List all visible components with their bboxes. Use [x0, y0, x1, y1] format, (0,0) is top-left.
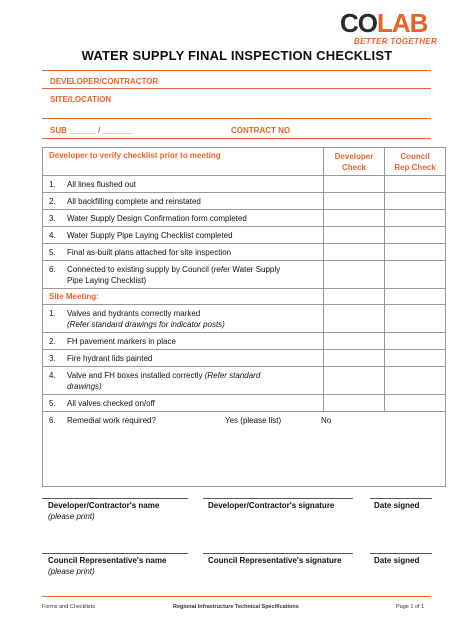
developer-check-cell[interactable]: [324, 395, 385, 412]
developer-check-cell[interactable]: [324, 261, 385, 289]
contract-label: CONTRACT NO: [231, 126, 291, 135]
header-developer-check-line2: Check: [341, 163, 366, 172]
table-row: [43, 176, 446, 193]
item-number: 5.: [49, 399, 56, 408]
item-text-part: Valves and hydrants correctly marked: [67, 309, 201, 318]
developer-check-cell[interactable]: [324, 350, 385, 367]
item-subtext: (Refer standard drawings): [67, 371, 261, 391]
item-text: All lines flushed out: [67, 180, 136, 189]
table-row: [43, 227, 446, 244]
developer-check-cell[interactable]: [324, 367, 385, 395]
item-number: 3.: [49, 354, 56, 363]
rep-date-line[interactable]: [370, 553, 432, 554]
item-text: Water Supply Design Confirmation form completed: [67, 214, 247, 223]
developer-check-cell[interactable]: [324, 210, 385, 227]
item-number: 4.: [49, 371, 56, 380]
checklist-item: [43, 350, 324, 367]
council-check-cell[interactable]: [385, 333, 446, 350]
developer-check-cell: [324, 289, 385, 305]
site-label: SITE/LOCATION: [50, 95, 112, 104]
council-check-cell[interactable]: [385, 210, 446, 227]
developer-check-cell[interactable]: [324, 305, 385, 333]
item-text-part: Connected to existing supply by Council (: [67, 265, 214, 274]
page-title: WATER SUPPLY FINAL INSPECTION CHECKLIST: [81, 48, 393, 63]
yes-option[interactable]: Yes (please list): [225, 416, 282, 425]
header-developer-check: [324, 148, 385, 176]
rep-signature-line[interactable]: [203, 553, 353, 554]
checklist-table: [42, 147, 446, 487]
item-text: Water Supply Pipe Laying Checklist completed: [67, 231, 233, 240]
developer-check-cell[interactable]: [324, 227, 385, 244]
header-council-check: [385, 148, 446, 176]
rep-signature-label: Council Representative's signature: [208, 556, 342, 565]
checklist-item: [43, 261, 324, 289]
header-developer-check-line1: Developer: [334, 152, 374, 161]
table-row: [43, 395, 446, 412]
item-text: Remedial work required?: [67, 416, 156, 425]
divider: [42, 138, 431, 139]
logo-co: CO: [340, 8, 377, 38]
table-row: [43, 350, 446, 367]
item-number: 4.: [49, 231, 56, 240]
sub-label: SUB ______ / _______: [50, 126, 134, 135]
remedial-work-item[interactable]: [43, 412, 446, 487]
item-text-part: Valve and FH boxes installed correctly: [67, 371, 205, 380]
dev-signature-line[interactable]: [203, 498, 353, 499]
developer-check-cell[interactable]: [324, 193, 385, 210]
item-text: Fire hydrant lids painted: [67, 354, 153, 363]
footer-center: Regional Infrastructure Technical Specifications: [173, 604, 299, 610]
developer-check-cell[interactable]: [324, 176, 385, 193]
item-number: 6.: [49, 416, 56, 425]
item-number: 3.: [49, 214, 56, 223]
council-check-cell: [385, 289, 446, 305]
council-check-cell[interactable]: [385, 244, 446, 261]
item-text: Final as-built plans attached for site inspection: [67, 248, 232, 257]
table-header-row: [43, 148, 446, 176]
item-text-italic: refer: [213, 265, 231, 274]
item-number: 1.: [49, 180, 56, 189]
footer-page: Page 1 of 1: [396, 604, 425, 610]
logo-lab: LAB: [377, 8, 428, 38]
council-check-cell[interactable]: [385, 367, 446, 395]
item-number: 1.: [49, 309, 56, 318]
council-check-cell[interactable]: [385, 227, 446, 244]
dev-date-line[interactable]: [370, 498, 432, 499]
header-council-check-line1: Council: [400, 152, 430, 161]
rep-name-label: Council Representative's name: [48, 556, 167, 565]
footer-divider: [42, 596, 431, 597]
dev-date-label: Date signed: [374, 501, 420, 510]
council-check-cell[interactable]: [385, 350, 446, 367]
checklist-item: [43, 367, 324, 395]
table-row: [43, 261, 446, 289]
table-row: [43, 193, 446, 210]
rep-date-label: Date signed: [374, 556, 420, 565]
site-meeting-label: Site Meeting:: [43, 289, 324, 305]
developer-check-cell[interactable]: [324, 244, 385, 261]
table-row: [43, 210, 446, 227]
checklist-item: [43, 333, 324, 350]
no-option[interactable]: No: [321, 416, 332, 425]
table-row: [43, 244, 446, 261]
checklist-item: [43, 395, 324, 412]
checklist-item: [43, 193, 324, 210]
logo-tagline: BETTER TOGETHER: [354, 37, 438, 46]
council-check-cell[interactable]: [385, 395, 446, 412]
divider: [42, 88, 431, 89]
item-text: [67, 264, 297, 286]
developer-check-cell[interactable]: [324, 333, 385, 350]
item-number: 6.: [49, 265, 56, 274]
item-text: [67, 308, 297, 330]
table-row: [43, 412, 446, 487]
council-check-cell[interactable]: [385, 261, 446, 289]
checklist-item: [43, 244, 324, 261]
checklist-item: [43, 305, 324, 333]
rep-name-line[interactable]: [42, 553, 188, 554]
item-text: All valves checked on/off: [67, 399, 155, 408]
checklist-item: [43, 176, 324, 193]
council-check-cell[interactable]: [385, 176, 446, 193]
table-row: [43, 367, 446, 395]
header-task: Developer to verify checklist prior to meeting: [43, 148, 324, 176]
developer-label: DEVELOPER/CONTRACTOR: [50, 77, 159, 86]
item-text: [67, 370, 297, 392]
divider: [42, 70, 431, 71]
item-number: 2.: [49, 337, 56, 346]
item-subtext: (Refer standard drawings for indicator posts): [67, 320, 225, 329]
dev-name-line[interactable]: [42, 498, 188, 499]
colab-logo: [340, 10, 450, 46]
header-council-check-line2: Rep Check: [394, 163, 436, 172]
council-check-cell[interactable]: [385, 305, 446, 333]
council-check-cell[interactable]: [385, 193, 446, 210]
checklist-item: [43, 227, 324, 244]
section-row: [43, 289, 446, 305]
table-row: [43, 305, 446, 333]
item-number: 2.: [49, 197, 56, 206]
dev-signature-label: Developer/Contractor's signature: [208, 501, 335, 510]
logo-wordmark: [340, 10, 427, 36]
item-text: FH pavement markers in place: [67, 337, 176, 346]
checklist-item: [43, 210, 324, 227]
rep-name-sub: (please print): [48, 567, 95, 576]
dev-name-label: Developer/Contractor's name: [48, 501, 160, 510]
item-number: 5.: [49, 248, 56, 257]
footer-left: Forms and Checklists: [42, 604, 95, 610]
item-text-part: Water Supply Pipe Laying Checklist): [67, 265, 281, 285]
dev-name-sub: (please print): [48, 512, 95, 521]
table-row: [43, 333, 446, 350]
divider: [42, 118, 431, 119]
item-text: All backfilling complete and reinstated: [67, 197, 201, 206]
